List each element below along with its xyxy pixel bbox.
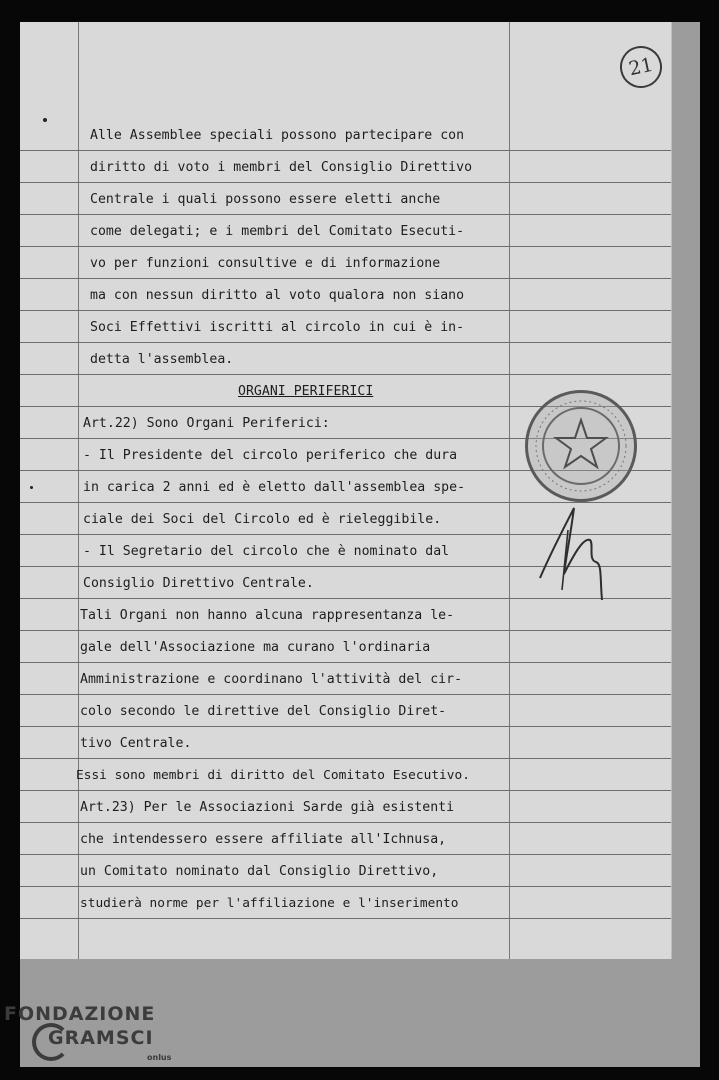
document-page xyxy=(20,22,671,959)
text-line: in carica 2 anni ed è eletto dall'assemblea spe- xyxy=(83,480,466,495)
watermark-line-3: onlus xyxy=(147,1053,172,1062)
official-stamp xyxy=(525,390,637,502)
fondazione-gramsci-watermark xyxy=(4,1003,172,1062)
text-line: - Il Segretario del circolo che è nominato dal xyxy=(83,544,450,559)
margin-line-left xyxy=(78,22,79,959)
rule-line xyxy=(20,278,671,279)
text-line: Art.23) Per le Associazioni Sarde già esistenti xyxy=(80,800,455,815)
rule-line xyxy=(20,310,671,311)
rule-line xyxy=(20,726,671,727)
rule-line xyxy=(20,150,671,151)
text-line: Alle Assemblee speciali possono partecipare con xyxy=(90,128,465,143)
text-line: tivo Centrale. xyxy=(80,736,192,751)
text-line: detta l'assemblea. xyxy=(90,352,234,367)
rule-line xyxy=(20,342,671,343)
margin-line-right xyxy=(509,22,510,959)
text-line: Amministrazione e coordinano l'attività del cir- xyxy=(80,672,463,687)
rule-line xyxy=(20,790,671,791)
page-number: 21 xyxy=(616,42,666,92)
text-line: Centrale i quali possono essere eletti anche xyxy=(90,192,441,207)
rule-line xyxy=(20,630,671,631)
text-line: ciale dei Soci del Circolo ed è rieleggibile. xyxy=(83,512,442,527)
text-line: gale dell'Associazione ma curano l'ordinaria xyxy=(80,640,431,655)
text-line: che intendessero essere affiliate all'Ichnusa, xyxy=(80,832,447,847)
rule-line xyxy=(20,214,671,215)
text-line: Soci Effettivi iscritti al circolo in cui è in- xyxy=(90,320,465,335)
text-line: Essi sono membri di diritto del Comitato Esecutivo. xyxy=(76,768,470,783)
rule-line xyxy=(20,758,671,759)
rule-line xyxy=(20,822,671,823)
margin-mark xyxy=(43,118,47,122)
text-line: ma con nessun diritto al voto qualora non siano xyxy=(90,288,465,303)
text-line: - Il Presidente del circolo periferico che dura xyxy=(83,448,458,463)
rule-line xyxy=(20,246,671,247)
rule-line xyxy=(20,182,671,183)
text-line: come delegati; e i membri del Comitato Esecuti- xyxy=(90,224,465,239)
text-line: vo per funzioni consultive e di informazione xyxy=(90,256,441,271)
rule-line xyxy=(20,886,671,887)
handwritten-signature xyxy=(530,500,630,610)
text-line: Art.22) Sono Organi Periferici: xyxy=(83,416,330,431)
watermark-g-icon xyxy=(32,1023,70,1061)
text-line: Consiglio Direttivo Centrale. xyxy=(83,576,314,591)
text-line: diritto di voto i membri del Consiglio Direttivo xyxy=(90,160,473,175)
text-line: studierà norme per l'affiliazione e l'inserimento xyxy=(80,896,459,911)
rule-line xyxy=(20,918,671,919)
section-title: ORGANI PERIFERICI xyxy=(238,384,374,399)
watermark-line-1: FONDAZIONE xyxy=(4,1003,156,1025)
watermark-line-2: GRAMSCI xyxy=(48,1027,154,1049)
stamp-emblem-icon xyxy=(525,390,637,502)
text-line: un Comitato nominato dal Consiglio Direttivo, xyxy=(80,864,439,879)
rule-line xyxy=(20,374,671,375)
margin-mark xyxy=(30,486,33,489)
text-line: Tali Organi non hanno alcuna rappresentanza le- xyxy=(80,608,455,623)
rule-line xyxy=(20,662,671,663)
rule-line xyxy=(20,694,671,695)
rule-line xyxy=(20,854,671,855)
text-line: colo secondo le direttive del Consiglio Diret- xyxy=(80,704,447,719)
